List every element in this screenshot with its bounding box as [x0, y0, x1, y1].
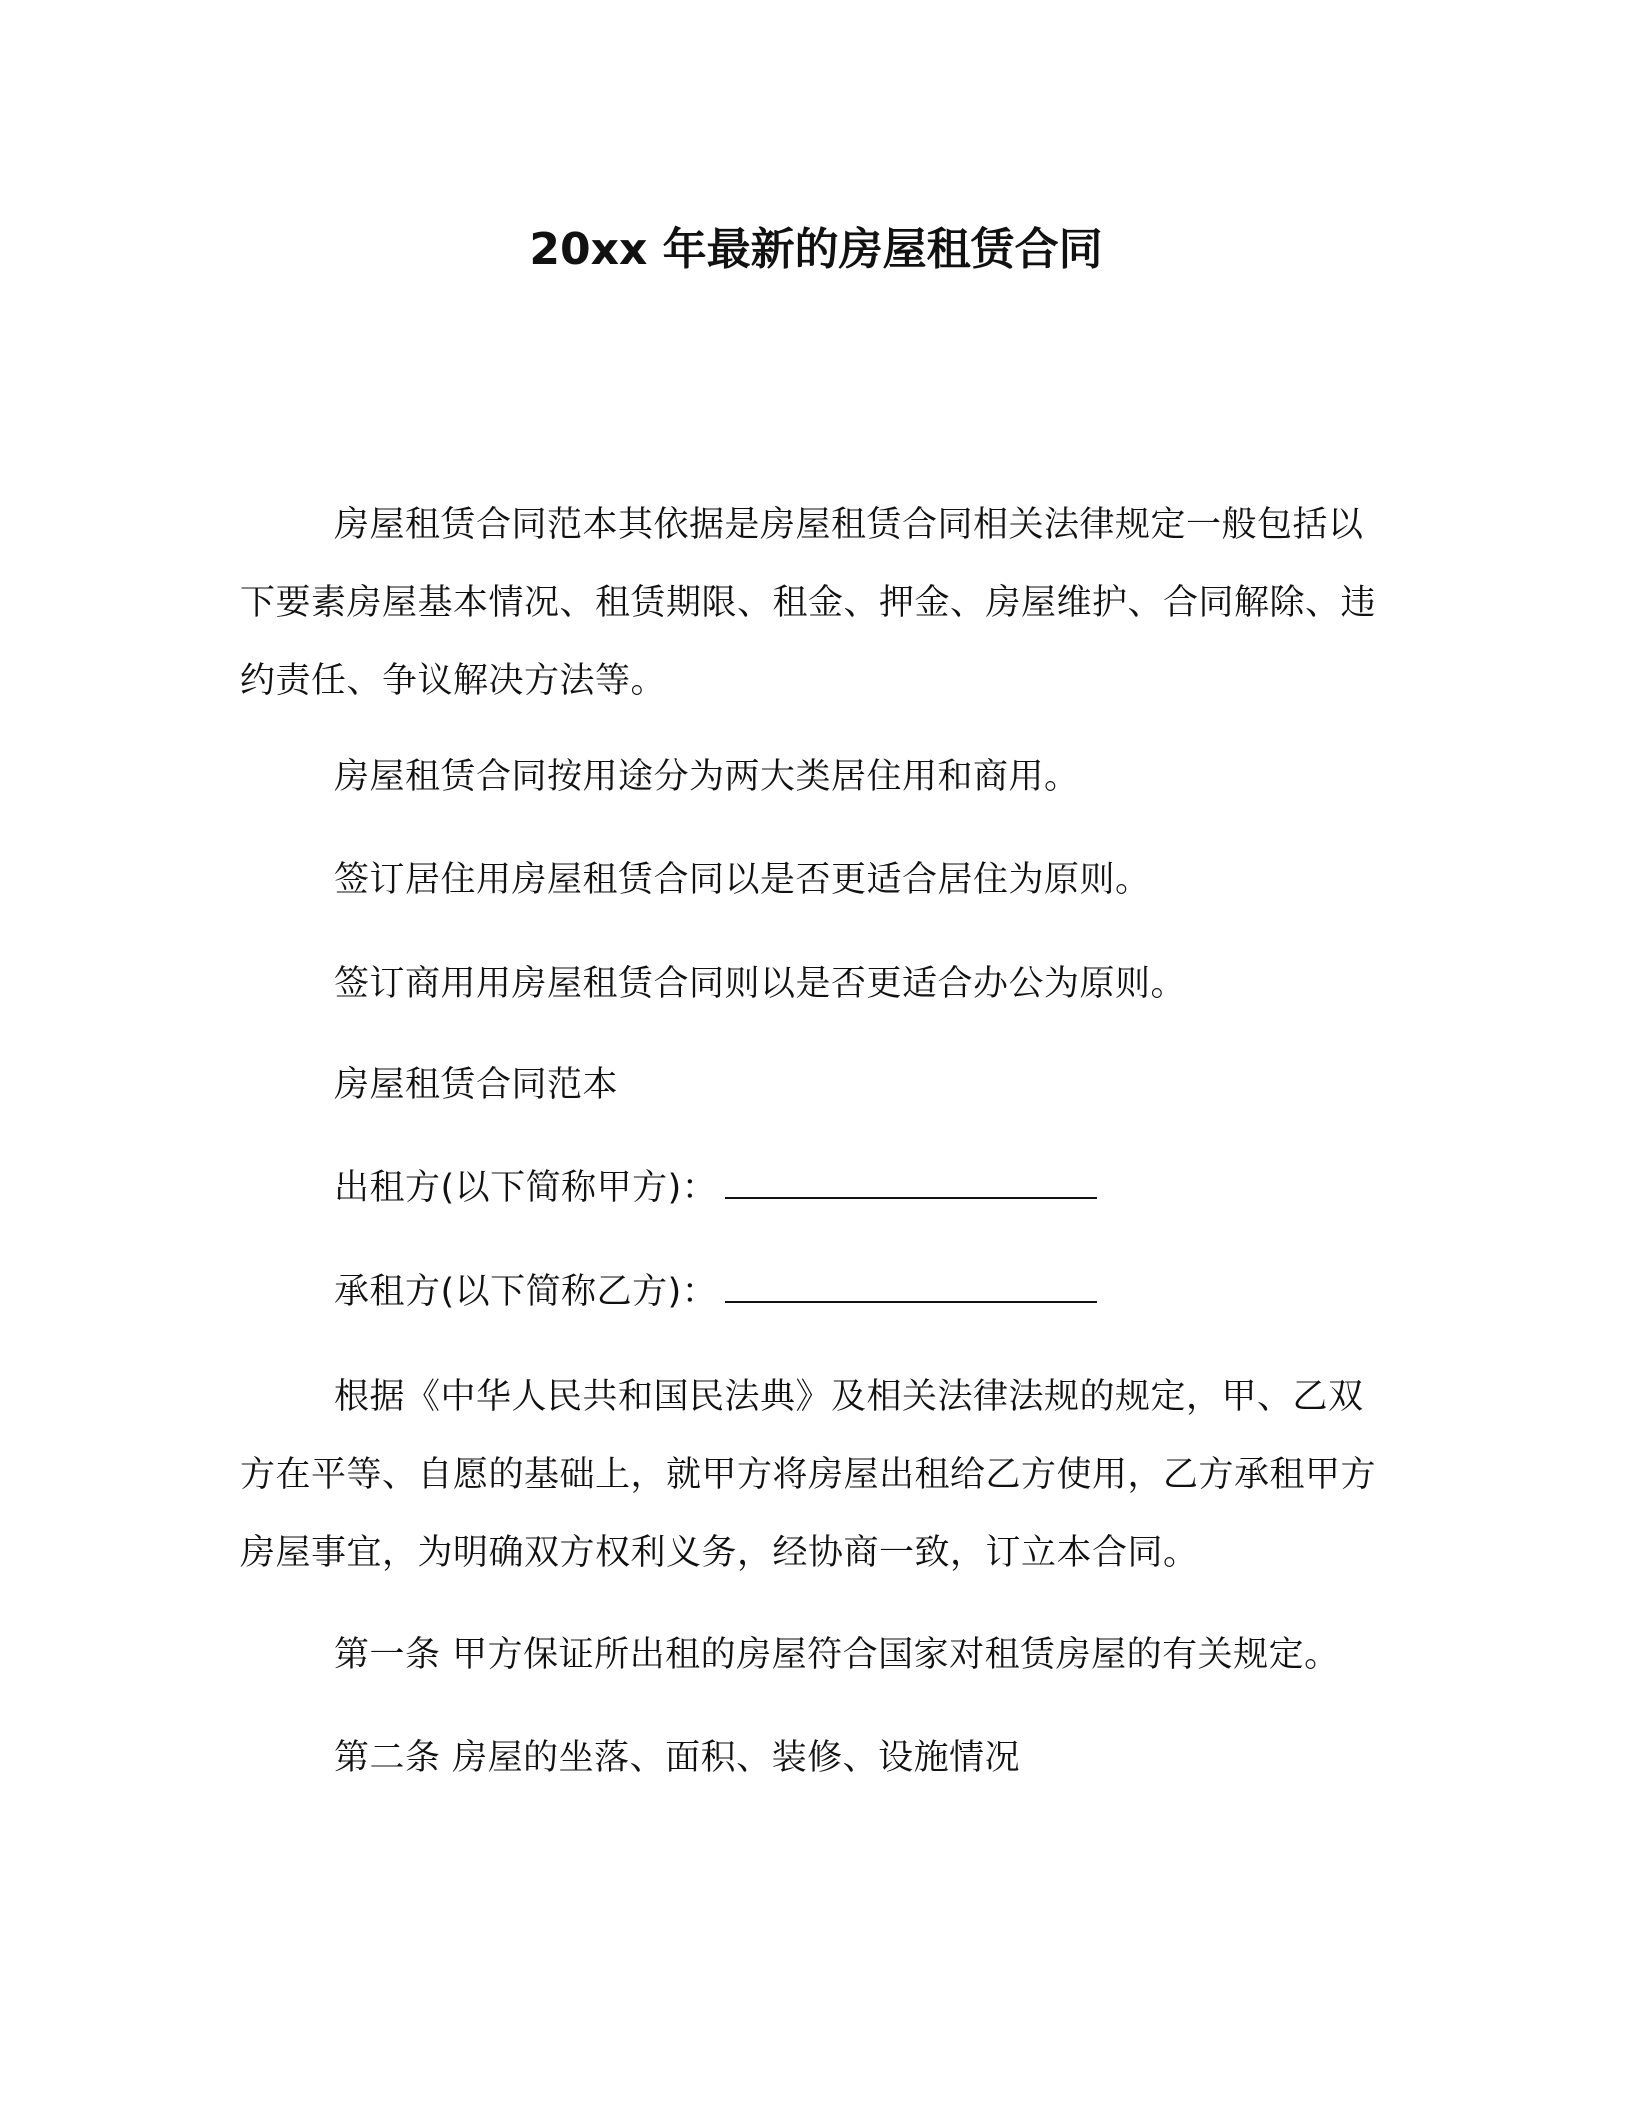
lessor-label: 出租方(以下简称甲方)： — [334, 1168, 718, 1208]
lessor-blank-field — [725, 1167, 1097, 1199]
usage-paragraph: 房屋租赁合同按用途分为两大类居住用和商用。 — [334, 757, 1080, 797]
residential-paragraph: 签订居住用房屋租赁合同以是否更适合居住为原则。 — [334, 860, 1151, 900]
lessor-line — [334, 1163, 1097, 1213]
commercial-paragraph: 签订商用用房屋租赁合同则以是否更适合办公为原则。 — [334, 964, 1187, 1004]
lessee-label: 承租方(以下简称乙方)： — [334, 1272, 718, 1312]
intro-paragraph: 房屋租赁合同范本其依据是房屋租赁合同相关法律规定一般包括以下要素房屋基本情况、租赁期限、租金、押金、房屋维护、合同解除、违约责任、争议解决方法等。 — [240, 505, 1377, 701]
article-2: 第二条 房屋的坐落、面积、装修、设施情况 — [334, 1738, 1021, 1778]
document-title: 20xx 年最新的房屋租赁合同 — [529, 224, 1103, 275]
template-heading: 房屋租赁合同范本 — [334, 1065, 619, 1105]
lessee-line — [334, 1267, 1097, 1317]
article-1: 第一条 甲方保证所出租的房屋符合国家对租赁房屋的有关规定。 — [334, 1635, 1340, 1675]
lessee-blank-field — [725, 1271, 1097, 1303]
basis-paragraph: 根据《中华人民共和国民法典》及相关法律法规的规定，甲、乙双方在平等、自愿的基础上，就甲方将房屋出租给乙方使用，乙方承租甲方房屋事宜，为明确双方权利义务，经协商一致，订立本合同。 — [240, 1377, 1377, 1573]
